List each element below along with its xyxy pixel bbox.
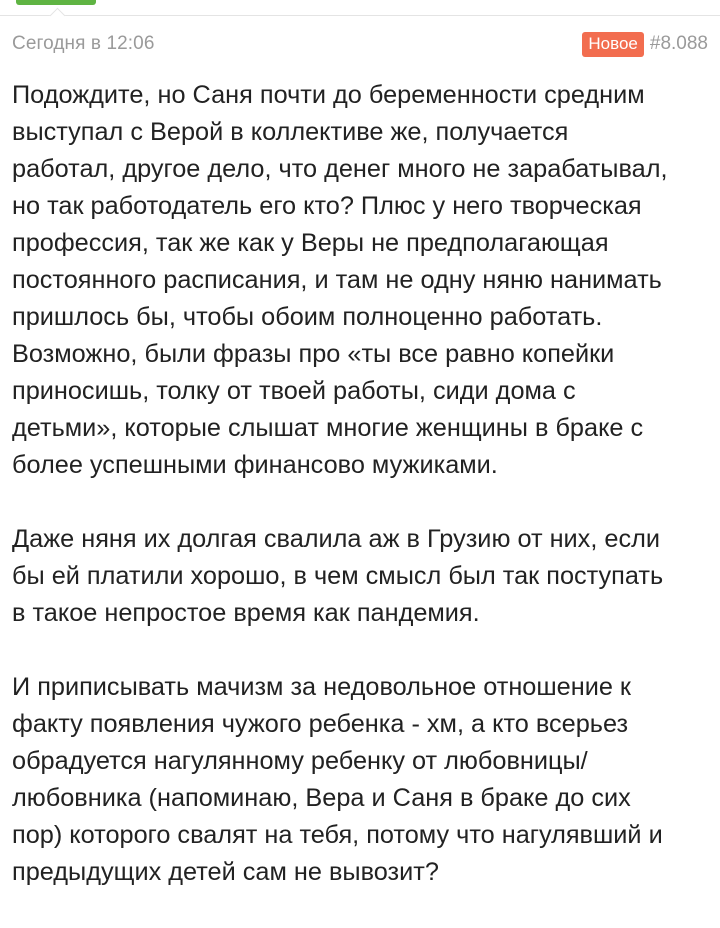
comment-paragraph: И приписывать мачизм за недовольное отношение к факту появления чужого ребенка - хм, а кто всерьез обрадуется нагулянному ребенку от любовницы/ любовника (напоминаю, Вера и Саня в браке до сих пор) которого свалят на тебя, потому что нагулявший и предыдущих детей сам не вывозит? — [12, 673, 663, 886]
comment-paragraph: Подождите, но Саня почти до беременности средним выступал с Верой в коллективе же, получается работал, другое дело, что денег много не зарабатывал, но так работодатель его кто? Плюс у него творческая профессия, так же как у Веры не предполагающая постоянного расписания, и там не одну няню нанимать пришлось бы, чтобы обоим полноценно работать. Возможно, были фразы про «ты все равно копейки приносишь, толку от твоей работы, сиди дома с детьми», которые слышат многие женщины в браке с более успешными финансово мужиками. — [12, 81, 668, 479]
comment-number-link[interactable]: #8.088 — [649, 33, 708, 54]
comment-body — [12, 77, 712, 928]
new-badge: Новое — [582, 32, 643, 57]
reply-button[interactable] — [16, 0, 96, 5]
comment-paragraph: Даже няня их долгая свалила аж в Грузию от них, если бы ей платили хорошо, в чем смысл был так поступать в такое непростое время как пандемия. — [12, 525, 664, 627]
comment-meta — [12, 30, 708, 58]
comment-meta-right — [582, 32, 708, 57]
comment-pointer — [50, 8, 66, 24]
divider — [0, 15, 720, 16]
comment-timestamp: Сегодня в 12:06 — [12, 33, 155, 54]
